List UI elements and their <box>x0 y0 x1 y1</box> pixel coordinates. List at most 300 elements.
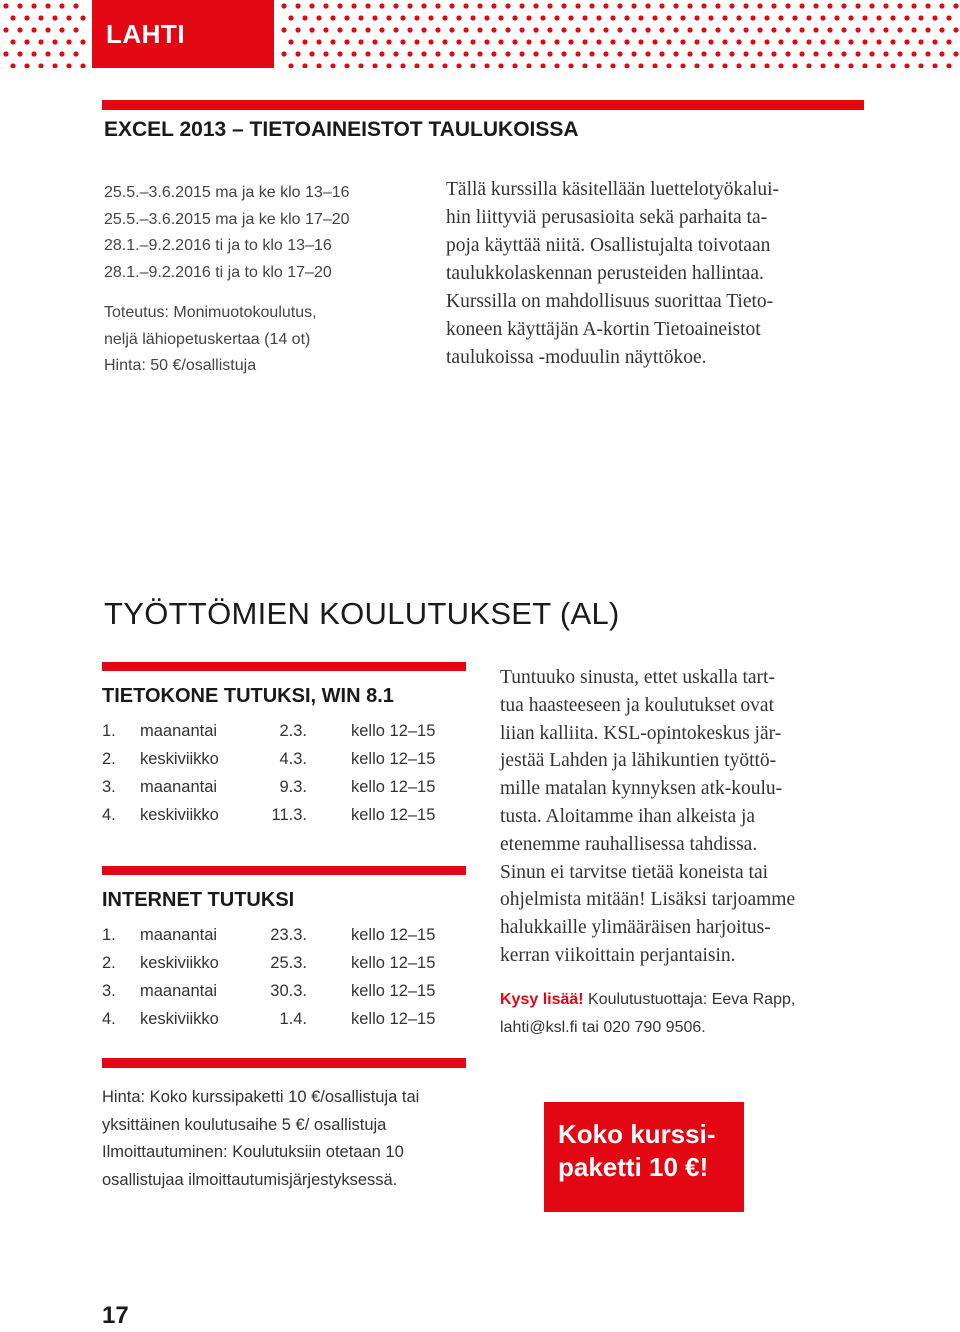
decorative-dot <box>3 51 8 56</box>
decorative-dot <box>330 15 335 20</box>
decorative-dot <box>827 3 832 8</box>
decorative-dot <box>281 51 286 56</box>
excel-course-description <box>446 176 886 372</box>
decorative-dot <box>435 51 440 56</box>
decorative-dot <box>358 15 363 20</box>
decorative-dot <box>428 15 433 20</box>
decorative-dot <box>764 15 769 20</box>
decorative-dot <box>470 15 475 20</box>
decorative-dot <box>813 51 818 56</box>
decorative-dot <box>66 15 71 20</box>
decorative-dot <box>547 27 552 32</box>
decorative-dot <box>540 63 545 68</box>
decorative-dot <box>302 15 307 20</box>
excel-date-3: 28.1.–9.2.2016 ti ja to klo 13–16 <box>104 237 332 254</box>
decorative-dot <box>841 27 846 32</box>
decorative-dot <box>904 39 909 44</box>
decorative-dot <box>701 3 706 8</box>
desc-line: tua haasteeseen ja koulutukset ovat <box>500 694 774 716</box>
decorative-dot <box>645 51 650 56</box>
decorative-dot <box>722 15 727 20</box>
decorative-dot <box>876 39 881 44</box>
decorative-dot <box>610 15 615 20</box>
decorative-dot <box>491 27 496 32</box>
decorative-dot <box>435 27 440 32</box>
row-date: 30.3. <box>270 982 307 1000</box>
decorative-dot <box>841 51 846 56</box>
decorative-dot <box>52 15 57 20</box>
decorative-dot <box>652 15 657 20</box>
decorative-dot <box>316 39 321 44</box>
decorative-dot <box>337 51 342 56</box>
decorative-dot <box>708 39 713 44</box>
decorative-dot <box>778 63 783 68</box>
decorative-dot <box>883 3 888 8</box>
decorative-dot <box>673 51 678 56</box>
row-date: 23.3. <box>270 926 307 944</box>
decorative-dot <box>638 63 643 68</box>
internet-course-title: INTERNET TUTUKSI <box>102 889 295 911</box>
row-day: maanantai <box>140 722 218 740</box>
decorative-dot <box>400 63 405 68</box>
decorative-dot <box>73 27 78 32</box>
decorative-dot <box>449 51 454 56</box>
decorative-dot <box>848 63 853 68</box>
decorative-dot <box>456 15 461 20</box>
decorative-dot <box>666 39 671 44</box>
excel-detail-2: neljä lähiopetuskertaa (14 ot) <box>104 330 311 348</box>
decorative-dot <box>80 63 85 68</box>
decorative-dot <box>603 51 608 56</box>
excel-date-4: 28.1.–9.2.2016 ti ja to klo 17–20 <box>104 263 332 281</box>
decorative-dot <box>757 3 762 8</box>
decorative-dot <box>38 15 43 20</box>
decorative-dot <box>309 27 314 32</box>
schedule-row <box>102 806 466 834</box>
decorative-dot <box>428 39 433 44</box>
decorative-dot <box>596 39 601 44</box>
decorative-dot <box>344 39 349 44</box>
decorative-dot <box>358 39 363 44</box>
decorative-dot <box>652 63 657 68</box>
decorative-dot <box>491 3 496 8</box>
decorative-dot <box>547 51 552 56</box>
unemployed-trainings-title: TYÖTTÖMIEN KOULUTUKSET (AL) <box>104 596 620 631</box>
decorative-dot <box>799 27 804 32</box>
row-number: 4. <box>102 1010 116 1028</box>
row-number: 3. <box>102 982 116 1000</box>
decorative-dot <box>45 3 50 8</box>
decorative-dot <box>890 63 895 68</box>
decorative-dot <box>59 51 64 56</box>
decorative-dot <box>862 39 867 44</box>
decorative-dot <box>736 63 741 68</box>
decorative-dot <box>512 63 517 68</box>
decorative-dot <box>281 3 286 8</box>
decorative-dot <box>687 51 692 56</box>
win-course-title: TIETOKONE TUTUKSI, WIN 8.1 <box>102 685 394 707</box>
decorative-dot <box>694 15 699 20</box>
decorative-dot <box>17 51 22 56</box>
excel-date-2: 25.5.–3.6.2015 ma ja ke klo 17–20 <box>104 210 350 228</box>
decorative-dot <box>372 63 377 68</box>
row-number: 1. <box>102 926 116 944</box>
decorative-dot <box>568 63 573 68</box>
decorative-dot <box>540 15 545 20</box>
decorative-dot <box>589 27 594 32</box>
decorative-dot <box>442 15 447 20</box>
decorative-dot <box>323 3 328 8</box>
promo-badge <box>544 1102 744 1212</box>
decorative-dot <box>526 63 531 68</box>
decorative-dot <box>505 3 510 8</box>
decorative-dot <box>701 27 706 32</box>
decorative-dot <box>351 27 356 32</box>
excel-desc-line: taulukkolaskennan perusteiden hallintaa. <box>446 263 764 284</box>
decorative-dot <box>414 39 419 44</box>
decorative-dot <box>631 27 636 32</box>
decorative-dot <box>463 51 468 56</box>
decorative-dot <box>918 39 923 44</box>
decorative-dot <box>750 39 755 44</box>
decorative-dot <box>59 27 64 32</box>
decorative-dot <box>442 63 447 68</box>
decorative-dot <box>785 3 790 8</box>
decorative-dot <box>575 51 580 56</box>
decorative-dot <box>631 51 636 56</box>
decorative-dot <box>379 3 384 8</box>
decorative-dot <box>505 27 510 32</box>
decorative-dot <box>666 15 671 20</box>
decorative-dot <box>421 3 426 8</box>
decorative-dot <box>316 15 321 20</box>
decorative-dot <box>708 63 713 68</box>
schedule-row <box>102 1010 466 1038</box>
decorative-dot <box>66 63 71 68</box>
decorative-dot <box>729 51 734 56</box>
decorative-dot <box>932 63 937 68</box>
decorative-dot <box>883 27 888 32</box>
decorative-dot <box>379 51 384 56</box>
decorative-dot <box>24 15 29 20</box>
schedule-row <box>102 982 466 1010</box>
decorative-dot <box>946 15 951 20</box>
excel-section-divider <box>102 100 864 110</box>
city-banner <box>92 0 274 68</box>
decorative-dot <box>624 63 629 68</box>
decorative-dot <box>799 51 804 56</box>
row-date: 4.3. <box>279 750 307 768</box>
decorative-dot <box>659 3 664 8</box>
dot-pattern-left <box>0 0 86 68</box>
decorative-dot <box>848 39 853 44</box>
decorative-dot <box>323 27 328 32</box>
decorative-dot <box>463 27 468 32</box>
decorative-dot <box>449 27 454 32</box>
decorative-dot <box>855 51 860 56</box>
excel-desc-line: koneen käyttäjän A-kortin Tietoaineistot <box>446 319 761 340</box>
decorative-dot <box>344 63 349 68</box>
desc-line: tusta. Aloitamme ihan alkeista ja <box>500 805 756 827</box>
city-name: LAHTI <box>106 19 186 49</box>
decorative-dot <box>568 15 573 20</box>
decorative-dot <box>386 39 391 44</box>
decorative-dot <box>610 39 615 44</box>
excel-course-title: EXCEL 2013 – TIETOAINEISTOT TAULUKOISSA <box>104 118 579 141</box>
decorative-dot <box>351 3 356 8</box>
decorative-dot <box>946 39 951 44</box>
decorative-dot <box>414 15 419 20</box>
decorative-dot <box>575 27 580 32</box>
decorative-dot <box>393 27 398 32</box>
decorative-dot <box>519 27 524 32</box>
decorative-dot <box>596 15 601 20</box>
row-time: kello 12–15 <box>351 750 436 768</box>
decorative-dot <box>393 51 398 56</box>
decorative-dot <box>806 15 811 20</box>
desc-line: mille matalan kynnyksen atk-koulu- <box>500 778 783 800</box>
pricing-line: yksittäinen koulutusaihe 5 €/ osallistuja <box>102 1115 387 1134</box>
decorative-dot <box>365 51 370 56</box>
decorative-dot <box>17 27 22 32</box>
decorative-dot <box>45 51 50 56</box>
decorative-dot <box>764 39 769 44</box>
row-number: 2. <box>102 750 116 768</box>
decorative-dot <box>603 27 608 32</box>
decorative-dot <box>834 63 839 68</box>
decorative-dot <box>813 3 818 8</box>
decorative-dot <box>31 51 36 56</box>
decorative-dot <box>862 15 867 20</box>
row-date: 2.3. <box>279 722 307 740</box>
decorative-dot <box>561 27 566 32</box>
schedule-row <box>102 778 466 806</box>
decorative-dot <box>638 39 643 44</box>
row-date: 9.3. <box>279 778 307 796</box>
decorative-dot <box>792 63 797 68</box>
decorative-dot <box>659 27 664 32</box>
excel-desc-line: taulukoissa -moduulin näyttökoe. <box>446 347 707 368</box>
decorative-dot <box>897 51 902 56</box>
decorative-dot <box>680 63 685 68</box>
decorative-dot <box>918 63 923 68</box>
decorative-dot <box>708 15 713 20</box>
decorative-dot <box>400 39 405 44</box>
desc-line: halukkaille ylimääräisen harjoitus- <box>500 917 771 939</box>
decorative-dot <box>687 3 692 8</box>
decorative-dot <box>939 51 944 56</box>
decorative-dot <box>834 15 839 20</box>
decorative-dot <box>841 3 846 8</box>
decorative-dot <box>904 63 909 68</box>
decorative-dot <box>330 39 335 44</box>
decorative-dot <box>288 15 293 20</box>
decorative-dot <box>407 3 412 8</box>
internet-course-block <box>102 866 466 1038</box>
decorative-dot <box>421 51 426 56</box>
decorative-dot <box>722 63 727 68</box>
decorative-dot <box>911 51 916 56</box>
decorative-dot <box>295 3 300 8</box>
decorative-dot <box>66 39 71 44</box>
decorative-dot <box>932 39 937 44</box>
row-day: maanantai <box>140 982 218 1000</box>
pricing-divider <box>102 1058 466 1068</box>
decorative-dot <box>925 27 930 32</box>
decorative-dot <box>358 63 363 68</box>
decorative-dot <box>596 63 601 68</box>
decorative-dot <box>73 51 78 56</box>
decorative-dot <box>477 27 482 32</box>
contact-email-phone[interactable]: lahti@ksl.fi tai 020 790 9506. <box>500 1019 706 1036</box>
decorative-dot <box>750 63 755 68</box>
decorative-dot <box>750 15 755 20</box>
decorative-dot <box>890 39 895 44</box>
decorative-dot <box>953 3 958 8</box>
decorative-dot <box>813 27 818 32</box>
decorative-dot <box>477 51 482 56</box>
decorative-dot <box>666 63 671 68</box>
decorative-dot <box>827 51 832 56</box>
decorative-dot <box>24 39 29 44</box>
decorative-dot <box>897 27 902 32</box>
decorative-dot <box>302 63 307 68</box>
win-course-block <box>102 662 466 834</box>
decorative-dot <box>400 15 405 20</box>
decorative-dot <box>463 3 468 8</box>
row-day: maanantai <box>140 778 218 796</box>
decorative-dot <box>729 3 734 8</box>
decorative-dot <box>309 3 314 8</box>
decorative-dot <box>939 27 944 32</box>
decorative-dot <box>428 63 433 68</box>
decorative-dot <box>3 3 8 8</box>
excel-desc-line: Kurssilla on mahdollisuus suorittaa Tieto- <box>446 291 774 312</box>
decorative-dot <box>778 39 783 44</box>
decorative-dot <box>778 15 783 20</box>
decorative-dot <box>785 51 790 56</box>
excel-date-1: 25.5.–3.6.2015 ma ja ke klo 13–16 <box>104 184 350 201</box>
decorative-dot <box>491 51 496 56</box>
decorative-dot <box>645 3 650 8</box>
decorative-dot <box>498 15 503 20</box>
decorative-dot <box>792 39 797 44</box>
dot-pattern-right <box>278 0 960 68</box>
desc-line: Tuntuuko sinusta, ettet uskalla tart- <box>500 667 775 688</box>
decorative-dot <box>883 51 888 56</box>
decorative-dot <box>848 15 853 20</box>
decorative-dot <box>575 3 580 8</box>
row-day: keskiviikko <box>140 954 219 972</box>
decorative-dot <box>547 3 552 8</box>
decorative-dot <box>834 39 839 44</box>
decorative-dot <box>540 39 545 44</box>
decorative-dot <box>344 15 349 20</box>
decorative-dot <box>561 3 566 8</box>
decorative-dot <box>435 3 440 8</box>
desc-line: etenemme rauhallisessa tahdissa. <box>500 833 758 855</box>
decorative-dot <box>456 39 461 44</box>
decorative-dot <box>484 39 489 44</box>
decorative-dot <box>799 3 804 8</box>
decorative-dot <box>862 63 867 68</box>
decorative-dot <box>869 27 874 32</box>
decorative-dot <box>827 27 832 32</box>
desc-line: Sinun ei tarvitse tietää koneista tai <box>500 861 769 883</box>
decorative-dot <box>645 27 650 32</box>
decorative-dot <box>771 51 776 56</box>
decorative-dot <box>52 63 57 68</box>
decorative-dot <box>701 51 706 56</box>
decorative-dot <box>869 3 874 8</box>
decorative-dot <box>470 63 475 68</box>
decorative-dot <box>17 3 22 8</box>
decorative-dot <box>659 51 664 56</box>
excel-desc-line: poja käyttää niitä. Osallistujalta toivotaan <box>446 235 771 256</box>
decorative-dot <box>617 51 622 56</box>
decorative-dot <box>477 3 482 8</box>
decorative-dot <box>449 3 454 8</box>
decorative-dot <box>337 27 342 32</box>
desc-line: kerran viikoittain perjantaisin. <box>500 944 736 966</box>
decorative-dot <box>603 3 608 8</box>
row-day: keskiviikko <box>140 806 219 824</box>
page-number: 17 <box>102 1302 129 1329</box>
decorative-dot <box>554 15 559 20</box>
unemployed-description <box>500 664 880 970</box>
schedule-row <box>102 954 466 982</box>
decorative-dot <box>694 63 699 68</box>
decorative-dot <box>925 51 930 56</box>
decorative-dot <box>407 27 412 32</box>
decorative-dot <box>38 39 43 44</box>
decorative-dot <box>757 27 762 32</box>
decorative-dot <box>638 15 643 20</box>
decorative-dot <box>771 27 776 32</box>
decorative-dot <box>533 51 538 56</box>
decorative-dot <box>624 15 629 20</box>
promo-line-1: Koko kurssi- <box>558 1119 716 1149</box>
decorative-dot <box>589 51 594 56</box>
decorative-dot <box>582 63 587 68</box>
win-course-divider <box>102 662 466 671</box>
pricing-line: Ilmoittautuminen: Koulutuksiin otetaan 10 <box>102 1143 404 1161</box>
decorative-dot <box>820 39 825 44</box>
decorative-dot <box>484 63 489 68</box>
row-date: 1.4. <box>279 1010 307 1028</box>
decorative-dot <box>302 39 307 44</box>
decorative-dot <box>31 3 36 8</box>
row-number: 3. <box>102 778 116 796</box>
decorative-dot <box>610 63 615 68</box>
decorative-dot <box>38 63 43 68</box>
decorative-dot <box>953 27 958 32</box>
row-day: keskiviikko <box>140 750 219 768</box>
decorative-dot <box>687 27 692 32</box>
schedule-row <box>102 750 466 778</box>
row-number: 2. <box>102 954 116 972</box>
row-day: maanantai <box>140 926 218 944</box>
decorative-dot <box>52 39 57 44</box>
decorative-dot <box>386 63 391 68</box>
decorative-dot <box>351 51 356 56</box>
decorative-dot <box>589 3 594 8</box>
promo-line-2: paketti 10 €! <box>558 1152 709 1182</box>
pricing-line: osallistujaa ilmoittautumisjärjestyksessä. <box>102 1170 398 1189</box>
decorative-dot <box>568 39 573 44</box>
decorative-dot <box>31 27 36 32</box>
decorative-dot <box>295 27 300 32</box>
